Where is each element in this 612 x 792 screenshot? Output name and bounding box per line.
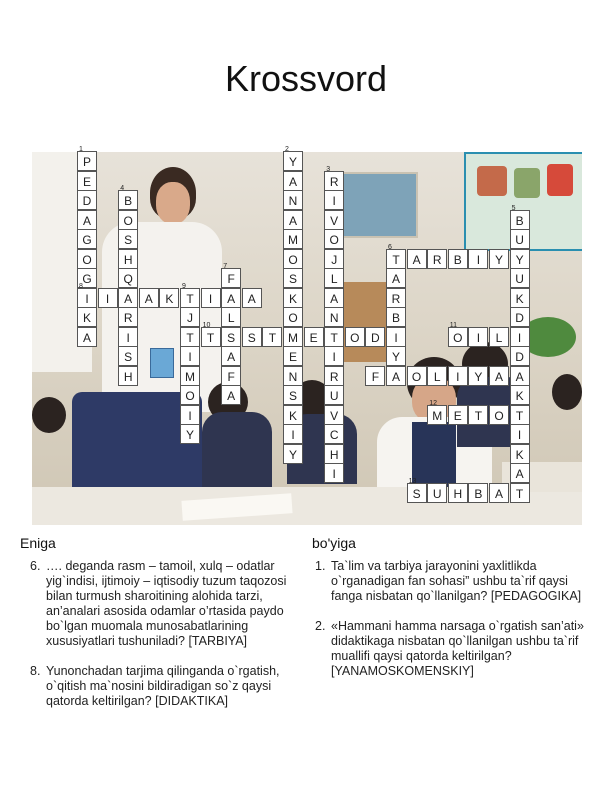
cell-letter: R	[329, 369, 339, 384]
crossword-cell	[324, 327, 344, 347]
crossword-cell	[324, 249, 344, 269]
cell-letter: A	[82, 213, 91, 228]
cell-number: 10	[202, 321, 211, 329]
cell-letter: S	[124, 350, 133, 364]
crossword-cell	[324, 229, 344, 249]
cell-letter: F	[227, 369, 235, 384]
cell-letter: N	[288, 369, 298, 384]
cell-letter: T	[392, 252, 400, 267]
cell-letter: I	[332, 350, 336, 364]
clue-text: Ta`lim va tarbiya jarayonini yaxlitlikda o`rganadigan fan sohasi” ushbu ta`rif qaysi fanga nisbatan qo`llanilgan? [PEDAGOGIKA]	[331, 559, 582, 603]
crossword-cell	[324, 190, 344, 210]
crossword-cell	[180, 346, 200, 366]
cell-letter: I	[85, 291, 89, 306]
crossword-cell	[118, 307, 138, 327]
cell-number: 3	[326, 165, 331, 173]
cell-letter: A	[412, 252, 421, 267]
cell-letter: O	[123, 213, 133, 228]
cell-letter: K	[288, 291, 297, 306]
cell-letter: I	[332, 194, 336, 208]
cell-letter: U	[515, 233, 524, 247]
cell-letter: M	[432, 408, 443, 423]
cell-letter: K	[165, 291, 174, 306]
crossword-cell	[118, 249, 138, 269]
cell-letter: S	[288, 389, 297, 403]
crossword-cell	[77, 171, 97, 191]
crossword-cell	[304, 327, 324, 347]
cell-number: 7	[223, 263, 228, 270]
crossword-cell	[407, 366, 427, 386]
cell-letter: S	[124, 233, 133, 247]
cell-letter: I	[332, 467, 336, 481]
crossword-cell	[221, 288, 241, 308]
crossword-cell	[180, 307, 200, 327]
cell-letter: T	[515, 408, 524, 423]
cell-letter: I	[476, 330, 481, 345]
cell-letter: E	[453, 408, 462, 423]
cell-letter: L	[433, 369, 441, 384]
crossword-cell	[283, 307, 303, 327]
crossword-cell	[407, 249, 427, 269]
cell-letter: A	[247, 291, 256, 306]
cell-letter: Y	[474, 369, 483, 384]
crossword-cell	[468, 366, 488, 386]
cell-letter: D	[515, 311, 524, 325]
cell-letter: T	[206, 330, 215, 345]
crossword-cell	[510, 424, 530, 444]
crossword-cell	[510, 405, 530, 425]
crossword-cell	[283, 146, 303, 171]
cell-letter: J	[187, 311, 193, 325]
cell-letter: Y	[288, 447, 297, 462]
cell-letter: U	[432, 486, 442, 501]
crossword-cell	[468, 483, 488, 503]
crossword-cell	[242, 288, 262, 308]
cell-letter: H	[329, 447, 339, 462]
cell-letter: O	[288, 252, 298, 267]
cell-letter: C	[329, 428, 339, 442]
cell-letter: T	[330, 330, 338, 345]
crossword-cell	[180, 424, 200, 444]
cell-letter: B	[391, 311, 400, 325]
crossword-cell	[242, 327, 262, 347]
clue-text: «Hammani hamma narsaga o`rgatish san’ati» didaktikaga nisbatan qo`llanilgan ushbu ta`rif muallifi qaysi qatorda keltirilgan? [YANAMOSKOMENSKIY]	[331, 619, 584, 678]
cell-number: 1	[79, 146, 83, 153]
cell-letter: I	[517, 330, 522, 345]
crossword-cell	[489, 405, 509, 425]
cell-number: 13	[408, 477, 417, 485]
crossword-cell	[118, 327, 138, 347]
crossword-cell	[448, 483, 468, 503]
crossword-cell	[448, 405, 468, 425]
clue-text: …. deganda rasm – tamoil, xulq – odatlar yig`indisi, ijtimoiy – iqtisodiy tuzum taqozosi bilan turmush sharoitining alohida tarzi, an’analari asosida odamlar o’rtasida paydo bo`lgan muomala munosabatlarining xususiyatlari tushuniladi? [TARBIYA]	[46, 559, 287, 648]
clue-text: Yunonchadan tarjima qilinganda o`rgatish, o`qitish ma`nosini bildiradigan so`z qaysi qatorda keltirilgan? [DIDAKTIKA]	[46, 664, 280, 708]
cell-letter: E	[288, 350, 297, 364]
cell-letter: M	[288, 330, 298, 345]
cell-letter: S	[288, 272, 297, 286]
crossword-cell	[324, 268, 344, 288]
cell-letter: B	[124, 194, 133, 208]
crossword-cell	[77, 307, 97, 327]
down-heading: bo'yiga	[312, 535, 356, 551]
cell-letter: S	[247, 330, 256, 345]
crossword-cell	[118, 210, 138, 230]
cell-letter: H	[453, 486, 463, 501]
cell-letter: N	[288, 194, 298, 208]
crossword-cell	[118, 268, 138, 288]
crossword-cell	[386, 307, 406, 327]
crossword-cell	[283, 210, 303, 230]
crossword-cell	[283, 346, 303, 366]
cell-letter: A	[391, 369, 400, 384]
crossword-cell	[77, 210, 97, 230]
cell-letter: T	[515, 486, 524, 501]
crossword-cell	[427, 483, 447, 503]
cell-letter: I	[394, 330, 398, 345]
crossword-cell	[180, 405, 200, 425]
crossword-cell	[283, 405, 303, 425]
crossword-cell	[365, 366, 385, 386]
cell-letter: I	[456, 369, 460, 384]
crossword-cell	[510, 346, 530, 366]
clue-item	[30, 664, 298, 709]
crossword-cell	[118, 346, 138, 366]
cell-letter: I	[105, 291, 110, 306]
cell-letter: B	[474, 486, 483, 501]
crossword-cell	[77, 146, 97, 171]
cell-letter: A	[494, 369, 503, 384]
cell-letter: K	[515, 447, 524, 462]
crossword-cell	[283, 424, 303, 444]
crossword-cell	[510, 249, 530, 269]
cell-letter: M	[185, 369, 195, 384]
crossword-cell	[510, 366, 530, 386]
crossword-cell	[77, 229, 97, 249]
cell-letter: I	[291, 428, 295, 442]
crossword-cell	[324, 366, 344, 386]
crossword-cell	[118, 288, 138, 308]
crossword-cell	[283, 190, 303, 210]
crossword-cell	[283, 444, 303, 464]
crossword-cell	[283, 268, 303, 288]
crossword-cell	[448, 321, 468, 347]
cell-letter: R	[391, 291, 401, 306]
crossword-cell	[283, 229, 303, 249]
crossword-cell	[427, 399, 447, 425]
clue-item	[315, 619, 593, 679]
crossword-cell	[221, 327, 241, 347]
cell-letter: O	[288, 311, 298, 325]
cell-letter: U	[329, 389, 339, 403]
cell-letter: F	[227, 272, 235, 286]
crossword-cell	[489, 327, 509, 347]
cell-number: 9	[182, 282, 186, 290]
crossword-cell	[283, 327, 303, 347]
crossword-cell	[201, 288, 221, 308]
cell-letter: Y	[494, 252, 503, 267]
crossword-cell	[139, 288, 159, 308]
crossword-cell	[448, 366, 468, 386]
crossword-cell	[159, 288, 179, 308]
crossword-cell	[77, 190, 97, 210]
crossword-cell	[283, 385, 303, 405]
cell-letter: K	[288, 408, 297, 423]
cell-letter: V	[330, 408, 339, 423]
crossword-cell	[365, 327, 385, 347]
cell-letter: A	[515, 467, 524, 481]
crossword-cell	[77, 327, 97, 347]
crossword-cell	[324, 346, 344, 366]
cell-letter: A	[227, 350, 236, 364]
crossword-cell	[221, 385, 241, 405]
crossword-cell	[468, 249, 488, 269]
crossword-cell	[510, 483, 530, 503]
cell-letter: O	[453, 330, 463, 345]
cell-number: 2	[285, 146, 289, 153]
clue-number: 1.	[315, 559, 326, 573]
cell-letter: Y	[288, 155, 297, 169]
cell-letter: E	[82, 174, 91, 189]
crossword-cell	[221, 263, 241, 288]
cell-letter: K	[515, 291, 524, 306]
clue-number: 8.	[30, 664, 41, 678]
cell-letter: A	[330, 291, 339, 306]
crossword-cell	[510, 385, 530, 405]
cell-letter: V	[330, 213, 339, 228]
cell-letter: O	[350, 330, 360, 345]
cell-letter: Q	[123, 272, 133, 286]
crossword-cell	[180, 385, 200, 405]
cell-letter: T	[186, 330, 194, 345]
cell-letter: T	[474, 408, 483, 423]
crossword-cell	[489, 483, 509, 503]
cell-letter: R	[329, 174, 339, 189]
down-clue-list	[315, 559, 593, 694]
crossword-cell	[283, 171, 303, 191]
crossword-cell	[221, 307, 241, 327]
crossword-cell	[98, 288, 118, 308]
crossword-cell	[324, 288, 344, 308]
cell-letter: A	[124, 291, 133, 306]
crossword-cell	[468, 405, 488, 425]
cell-letter: O	[329, 233, 339, 247]
cell-number: 11	[449, 321, 458, 329]
cell-letter: T	[268, 330, 277, 345]
crossword-cell	[221, 366, 241, 386]
crossword-cell	[468, 327, 488, 347]
crossword-cell	[510, 268, 530, 288]
crossword-cell	[180, 282, 200, 308]
crossword-cell	[324, 210, 344, 230]
crossword-cell	[489, 249, 509, 269]
cell-letter: A	[391, 272, 400, 286]
crossword-cell	[324, 405, 344, 425]
cell-letter: H	[123, 252, 133, 267]
cell-letter: H	[123, 369, 133, 384]
crossword-cell	[386, 366, 406, 386]
crossword-cell	[510, 327, 530, 347]
cell-letter: F	[371, 369, 380, 384]
cell-letter: O	[82, 252, 92, 267]
crossword-cell	[324, 463, 344, 483]
crossword-cell	[427, 366, 447, 386]
cell-letter: A	[288, 213, 297, 228]
crossword-cell	[386, 243, 406, 269]
clue-item	[30, 559, 298, 649]
cell-letter: A	[144, 291, 153, 306]
crossword-cell	[118, 185, 138, 210]
cell-letter: I	[208, 291, 213, 306]
cell-letter: S	[227, 330, 236, 345]
cell-letter: N	[329, 311, 339, 325]
cell-letter: O	[411, 369, 422, 384]
cell-letter: T	[186, 291, 194, 306]
crossword-cell	[77, 282, 97, 308]
crossword-cell	[489, 366, 509, 386]
crossword-cell	[118, 366, 138, 386]
cell-letter: P	[82, 155, 91, 169]
cell-letter: K	[82, 311, 91, 325]
cell-number: 6	[388, 243, 392, 251]
cell-letter: A	[82, 330, 91, 345]
clue-number: 2.	[315, 619, 326, 633]
cell-letter: M	[288, 233, 298, 247]
crossword-cell	[201, 321, 221, 347]
clue-item	[315, 559, 593, 604]
crossword-cell	[510, 204, 530, 230]
crossword-cell	[407, 477, 427, 503]
cell-letter: O	[185, 389, 195, 403]
crossword-cell	[386, 288, 406, 308]
crossword-cell	[283, 249, 303, 269]
clue-number: 6.	[30, 559, 41, 573]
cell-letter: I	[126, 330, 130, 345]
cell-letter: I	[188, 350, 192, 364]
crossword-cell	[386, 346, 406, 366]
crossword-cell	[324, 165, 344, 191]
cell-number: 8	[79, 282, 83, 290]
across-clue-list	[30, 559, 298, 724]
crossword-cell	[386, 327, 406, 347]
cell-letter: S	[412, 486, 421, 501]
cell-letter: G	[82, 233, 92, 247]
cell-letter: G	[82, 272, 92, 286]
cell-letter: U	[515, 272, 524, 286]
page-title: Krossvord	[224, 58, 388, 99]
cell-letter: Y	[185, 428, 194, 442]
crossword-cell	[221, 346, 241, 366]
crossword-cell	[345, 327, 365, 347]
cell-letter: A	[227, 389, 236, 403]
cell-letter: R	[123, 311, 133, 325]
cell-letter: A	[494, 486, 503, 501]
cell-letter: I	[188, 408, 192, 423]
crossword-cell	[118, 229, 138, 249]
crossword-cell	[262, 327, 282, 347]
crossword-cell	[283, 288, 303, 308]
crossword-cell	[510, 444, 530, 464]
cell-letter: I	[476, 252, 481, 267]
cell-letter: A	[288, 174, 297, 189]
cell-letter: L	[227, 311, 235, 325]
crossword-cell	[324, 385, 344, 405]
cell-letter: L	[330, 272, 338, 286]
crossword-cell	[386, 268, 406, 288]
crossword-cell	[180, 327, 200, 347]
cell-letter: D	[82, 194, 92, 208]
crossword-cell	[510, 288, 530, 308]
cell-letter: B	[453, 252, 462, 267]
cell-number: 4	[120, 185, 125, 192]
cell-letter: I	[517, 428, 522, 442]
cell-letter: K	[515, 389, 524, 403]
across-heading: Eniga	[20, 535, 56, 551]
cell-letter: Y	[391, 350, 400, 364]
cell-letter: D	[515, 350, 524, 364]
cell-letter: E	[309, 330, 318, 345]
cell-letter: R	[432, 252, 442, 267]
crossword-cell	[180, 366, 200, 386]
crossword-cell	[510, 229, 530, 249]
crossword-cell	[324, 424, 344, 444]
crossword-cell	[324, 307, 344, 327]
cell-letter: D	[371, 330, 380, 345]
cell-letter: A	[515, 369, 524, 384]
crossword-cell	[510, 307, 530, 327]
cell-number: 5	[511, 204, 516, 212]
cell-number: 12	[429, 399, 437, 407]
crossword-cell	[77, 249, 97, 269]
cell-letter: L	[495, 330, 503, 345]
crossword-cell	[448, 249, 468, 269]
cell-letter: O	[494, 408, 504, 423]
cell-letter: B	[515, 213, 524, 228]
crossword-cell	[510, 463, 530, 483]
crossword-cell	[324, 444, 344, 464]
cell-letter: J	[331, 252, 338, 267]
crossword-cell	[427, 249, 447, 269]
cell-letter: A	[227, 291, 236, 306]
cell-letter: Y	[515, 252, 524, 267]
crossword-cell	[283, 366, 303, 386]
